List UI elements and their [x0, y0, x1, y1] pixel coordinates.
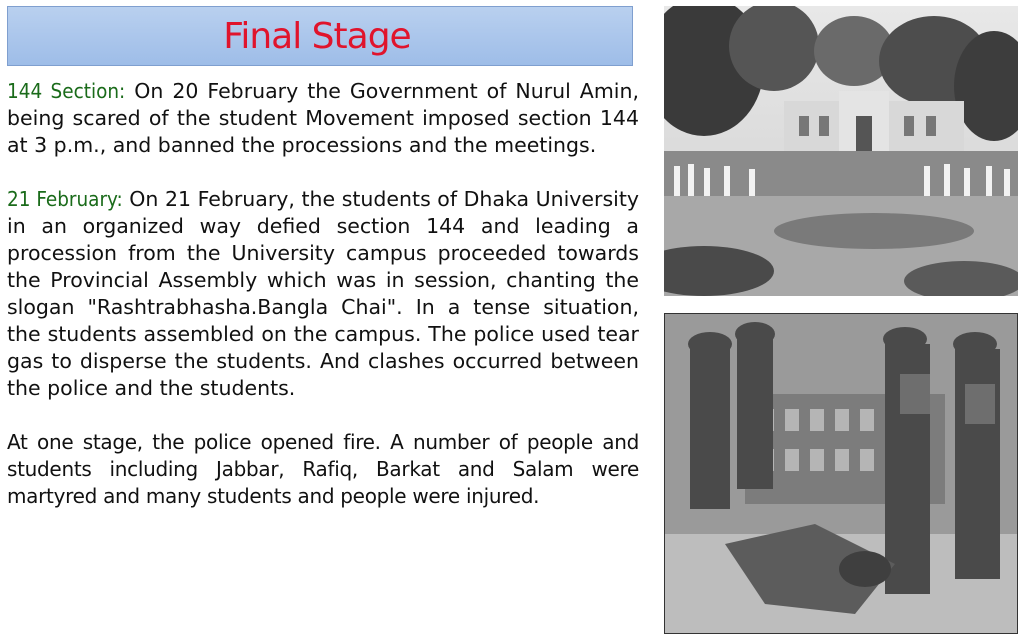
- paragraph-police-fire: At one stage, the police opened fire. A number of people and students including Jabbar, Rafiq, Barkat and Salam were martyred and many students and people were injured.: [7, 430, 639, 508]
- paragraph-heading: 144 Section:: [7, 79, 126, 103]
- paragraph-text: On 21 February, the students of Dhaka University in an organized way defied section 144 and leading a procession from the University campus proceeded towards the Provincial Assembly which was in session, chanting the slogan "Rashtrabhasha.Bangla Chai". In a tense situation, the students assembled on the campus. The police used tear gas to disperse the students. And clashes occurred between the police and the students.: [7, 187, 639, 400]
- paragraph-heading: 21 February:: [7, 187, 123, 211]
- title-banner: [7, 6, 633, 66]
- paragraph-section-144: [7, 78, 639, 159]
- page-title: Final Stage: [223, 15, 411, 57]
- paragraph-text: On 20 February the Government of Nurul Amin, being scared of the student Movement imposed section 144 at 3 p.m., and banned the processions and the meetings.: [7, 79, 640, 157]
- campus-crowd-photo: [664, 6, 1018, 296]
- body-text: [7, 78, 639, 537]
- police-clash-photo: [664, 313, 1018, 634]
- paragraph-21-february: [7, 186, 639, 402]
